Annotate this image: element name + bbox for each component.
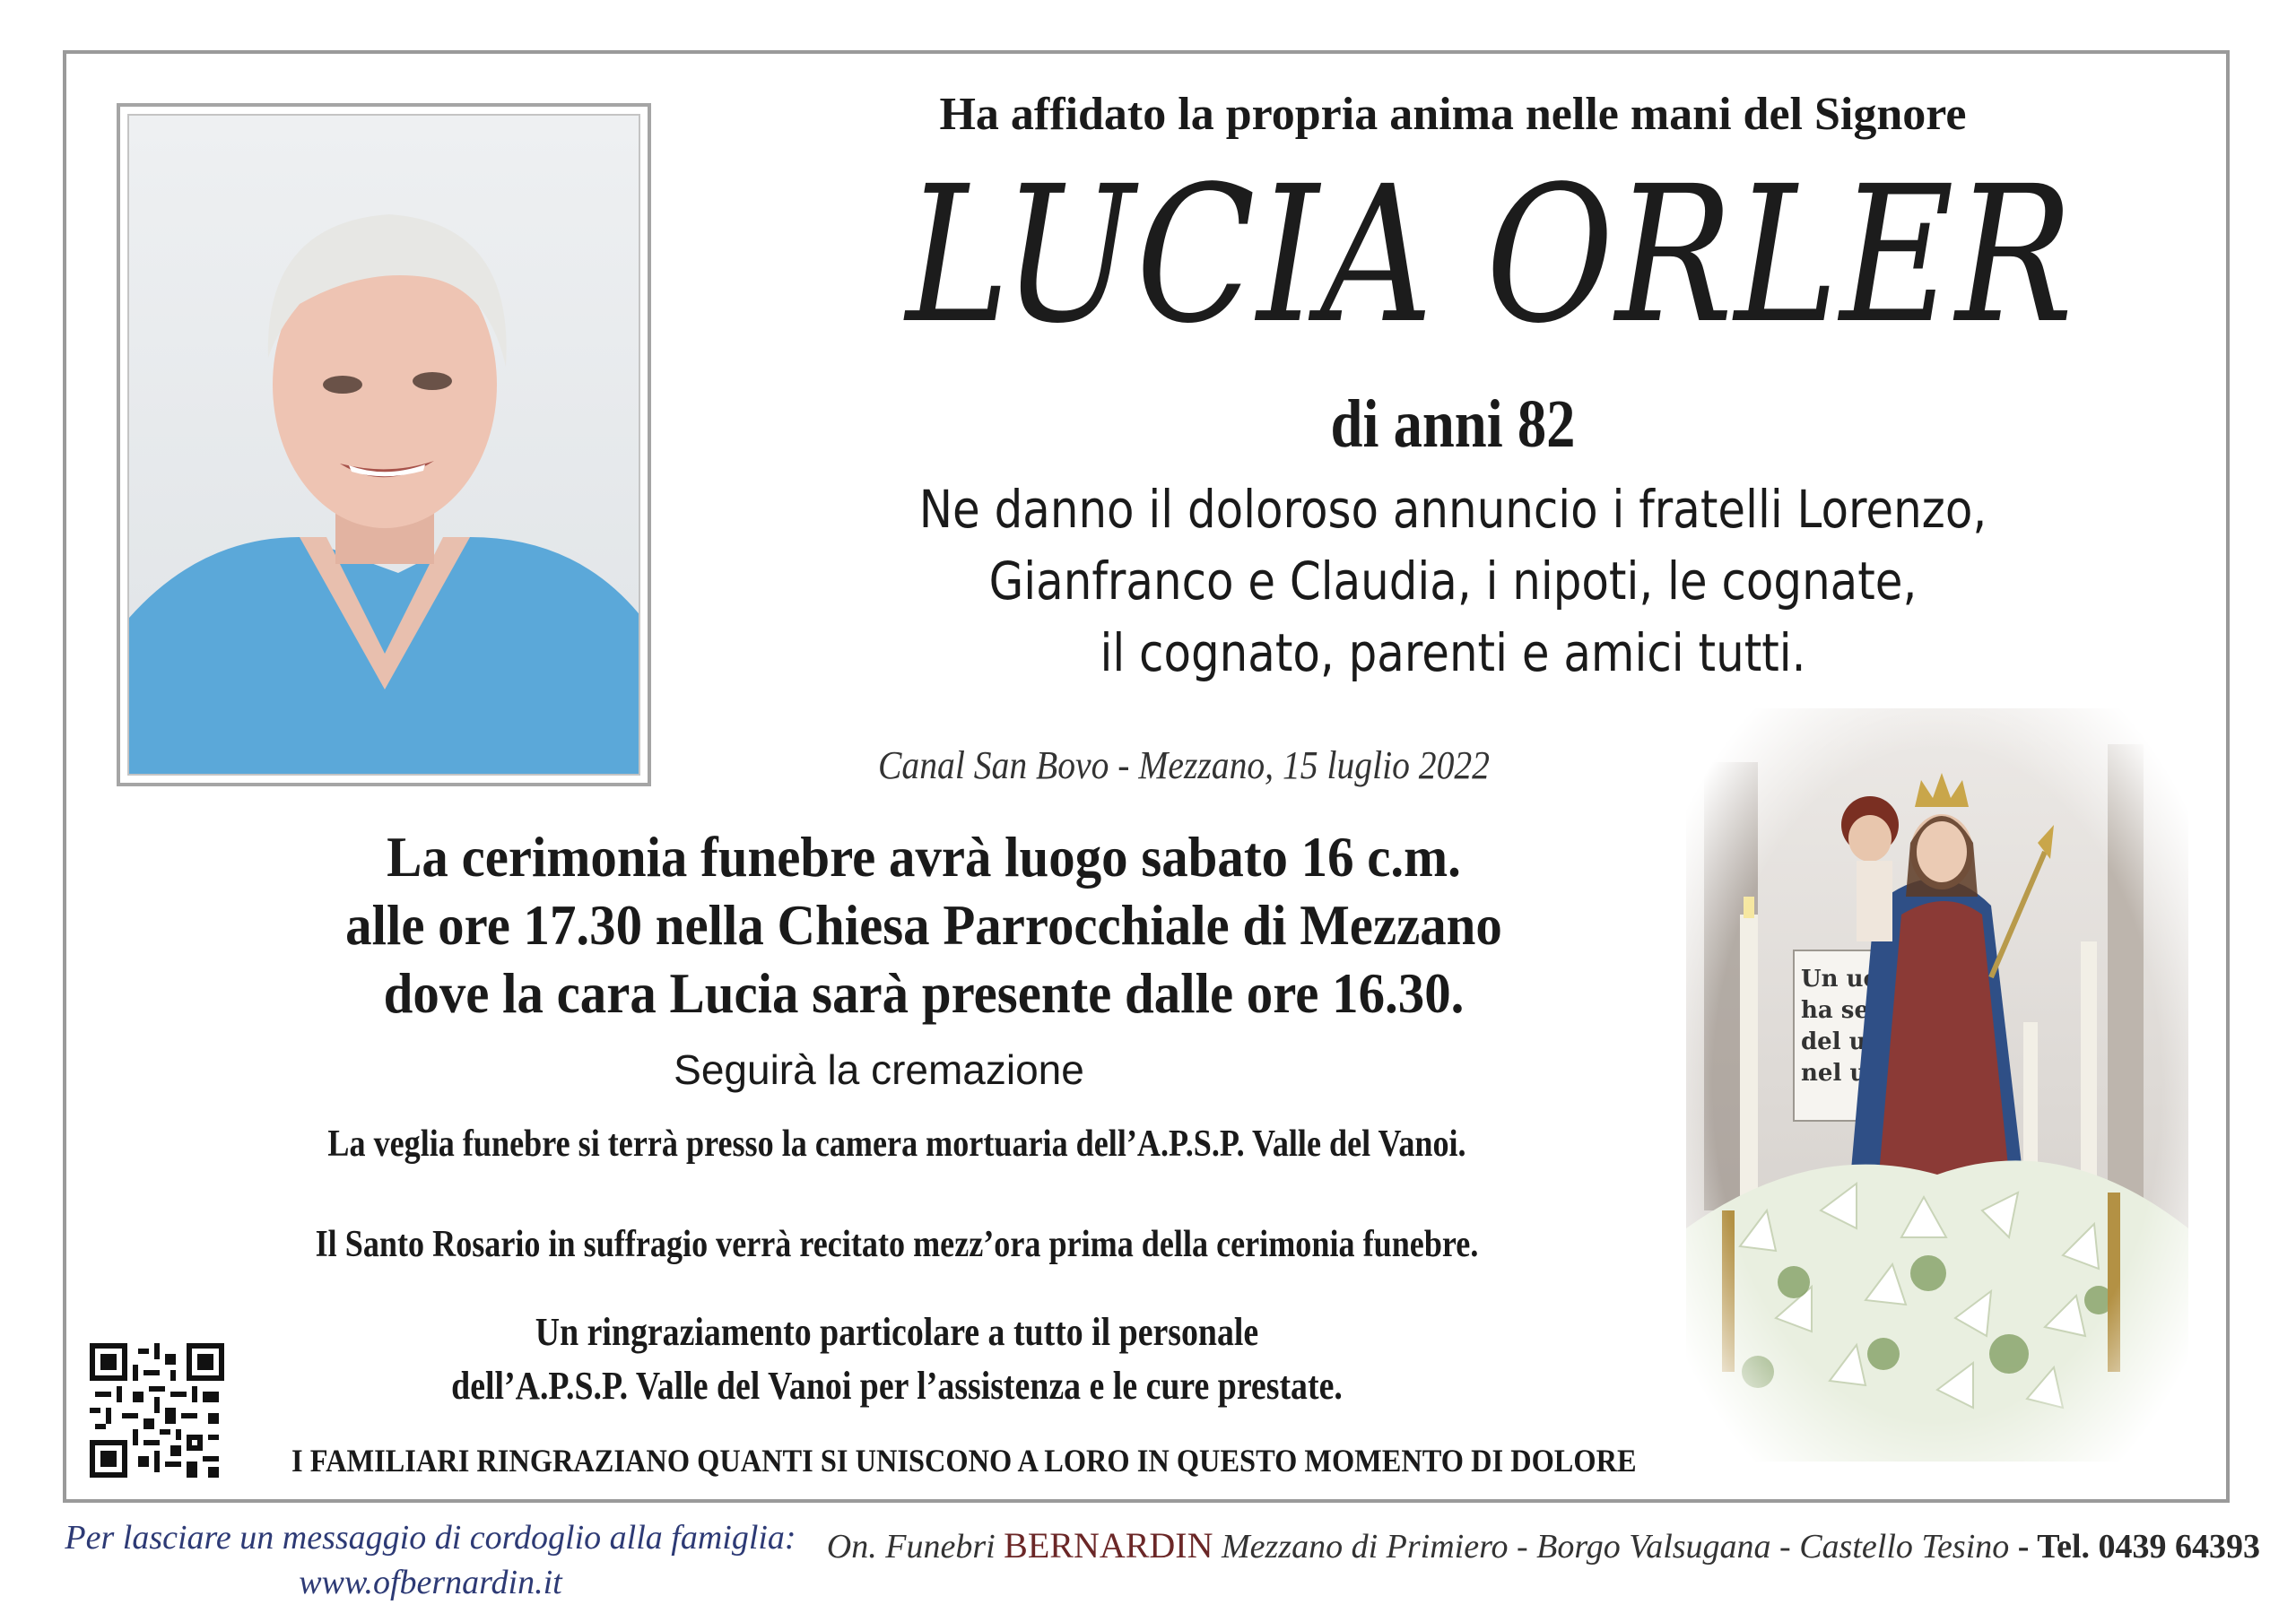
notice-heading: Ha affidato la propria anima nelle mani del Signore [939,89,1967,140]
condolence-message[interactable]: Per lasciare un messaggio di cordoglio alla famiglia: www.ofbernardin.it [65,1519,796,1601]
funeral-prefix: On. Funebri [826,1528,996,1566]
portrait-photo [127,114,640,776]
families-thanks: I FAMILIARI RINGRAZIANO QUANTI SI UNISCONO A LORO IN QUESTO MOMENTO DI DOLORE [291,1443,1637,1479]
funeral-home-footer [825,1524,2260,1566]
qr-code-icon[interactable] [90,1343,224,1478]
funeral-locations: Mezzano di Primiero - Borgo Valsugana - Castello Tesino [1222,1528,2010,1566]
funeral-brand: BERNARDIN [1004,1525,1213,1566]
madonna-photo [1686,708,2188,1462]
cremation-note: Seguirà la cremazione [674,1046,1084,1093]
place-date: Canal San Bovo - Mezzano, 15 luglio 2022 [878,743,1490,787]
ceremony-details: La cerimonia funebre avrà luogo sabato 16 c.m. alle ore 17.30 nella Chiesa Parrocchiale di Mezzano dove la cara Lucia sarà presente dalle ore 16.30. [345,825,1502,1025]
thanks-note: Un ringraziamento particolare a tutto il personale dell’A.P.S.P. Valle del Vanoi per l’assistenza e le cure prestate. [451,1310,1343,1408]
funeral-phone[interactable]: - Tel. 0439 64393 [2017,1528,2260,1566]
deceased-name: LUCIA ORLER [906,145,2075,365]
deceased-age: di anni 82 [1330,386,1576,462]
family-announcement: Ne danno il doloroso annuncio i fratelli Lorenzo, Gianfranco e Claudia, i nipoti, le cognate, il cognato, parenti e amici tutti. [918,479,1987,683]
deceased-portrait [117,103,651,786]
rosary-note: Il Santo Rosario in suffragio verrà recitato mezz’ora prima della cerimonia funebre. [315,1224,1479,1265]
vigil-note: La veglia funebre si terrà presso la camera mortuaria dell’A.P.S.P. Valle del Vanoi. [327,1123,1466,1165]
